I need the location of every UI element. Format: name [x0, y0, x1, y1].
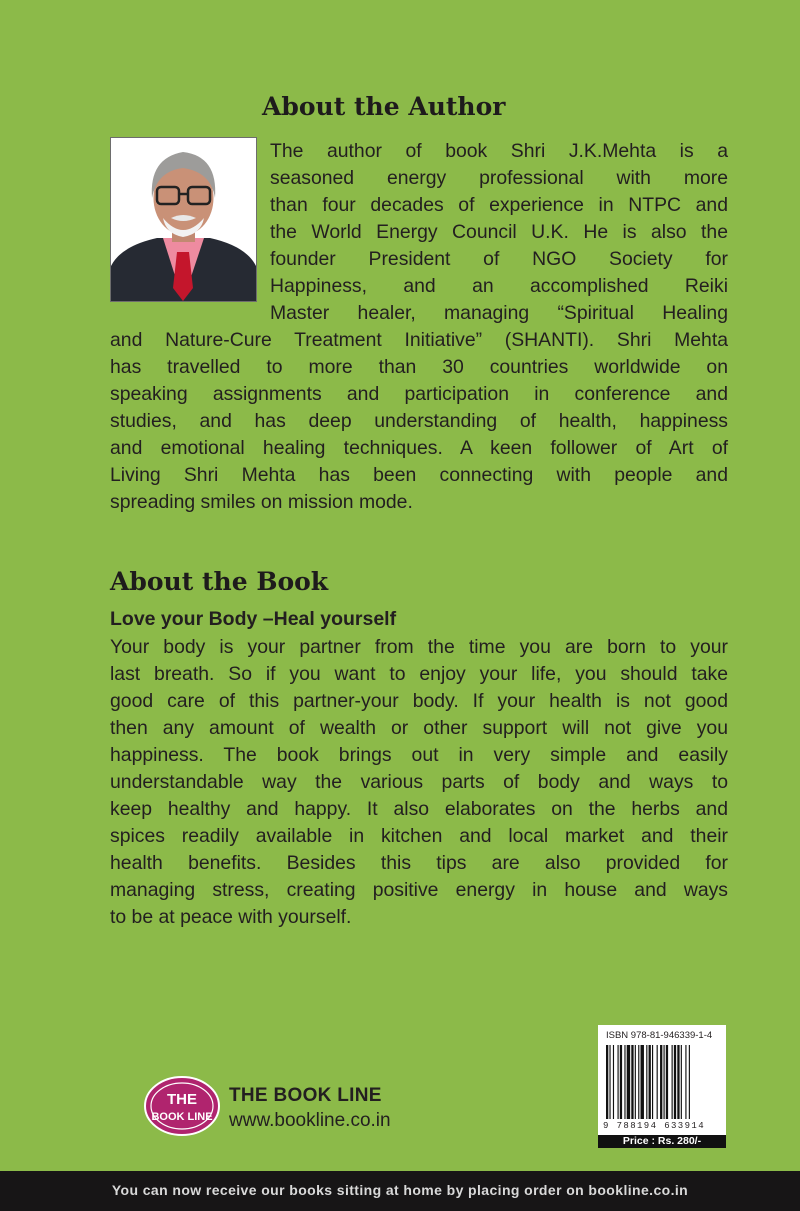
bio-line: Living Shri Mehta has been connecting with people and [110, 464, 728, 486]
about-book-heading: About the Book [110, 567, 329, 596]
description-line: happiness. The book brings out in very simple and easily [110, 744, 728, 766]
logo-text-top: THE [167, 1091, 197, 1108]
bio-line: speaking assignments and participation in conference and [110, 383, 728, 405]
description-line: last breath. So if you want to enjoy your life, you should take [110, 663, 728, 685]
logo-text-bottom: BOOK LINE [151, 1111, 213, 1123]
bio-line: founder President of NGO Society for [270, 248, 728, 270]
book-subtitle: Love your Body –Heal yourself [110, 608, 397, 630]
bio-line: Master healer, managing “Spiritual Healing [270, 302, 728, 324]
description-line: understandable way the various parts of body and ways to [110, 771, 728, 793]
isbn-number: ISBN 978-81-946339-1-4 [606, 1030, 713, 1041]
description-line: spices readily available in kitchen and local market and their [110, 825, 728, 847]
bio-line: Happiness, and an accomplished Reiki [270, 275, 728, 297]
description-line: good care of this partner-your body. If your health is not good [110, 690, 728, 712]
bio-line: and emotional healing techniques. A keen follower of Art of [110, 437, 728, 459]
publisher-name: THE BOOK LINE [229, 1085, 382, 1106]
description-line: managing stress, creating positive energy in house and ways [110, 879, 728, 901]
publisher-logo [143, 1075, 221, 1137]
bio-line: and Nature-Cure Treatment Initiative” (SHANTI). Shri Mehta [110, 329, 728, 351]
bio-line: has travelled to more than 30 countries worldwide on [110, 356, 728, 378]
description-line: to be at peace with yourself. [110, 906, 352, 928]
footer-text: You can now receive our books sitting at home by placing order on bookline.co.in [111, 1182, 689, 1198]
description-line: Your body is your partner from the time you are born to your [110, 636, 728, 658]
publisher-url: www.bookline.co.in [229, 1110, 391, 1131]
bio-line: studies, and has deep understanding of health, happiness [110, 410, 728, 432]
bio-line: the World Energy Council U.K. He is also the [270, 221, 728, 243]
bio-line: spreading smiles on mission mode. [110, 491, 413, 513]
description-line: keep healthy and happy. It also elaborates on the herbs and [110, 798, 728, 820]
description-line: health benefits. Besides this tips are also provided for [110, 852, 728, 874]
bio-line: seasoned energy professional with more [270, 167, 728, 189]
author-photo [110, 137, 257, 302]
about-author-heading: About the Author [262, 92, 506, 121]
barcode-icon [603, 1045, 723, 1121]
description-line: then any amount of wealth or other support will not give you [110, 717, 728, 739]
bio-line: The author of book Shri J.K.Mehta is a [270, 140, 728, 162]
price-label: Price : Rs. 280/- [598, 1135, 726, 1148]
bio-line: than four decades of experience in NTPC and [270, 194, 728, 216]
barcode-digits: 9 788194 633914 [603, 1121, 706, 1131]
